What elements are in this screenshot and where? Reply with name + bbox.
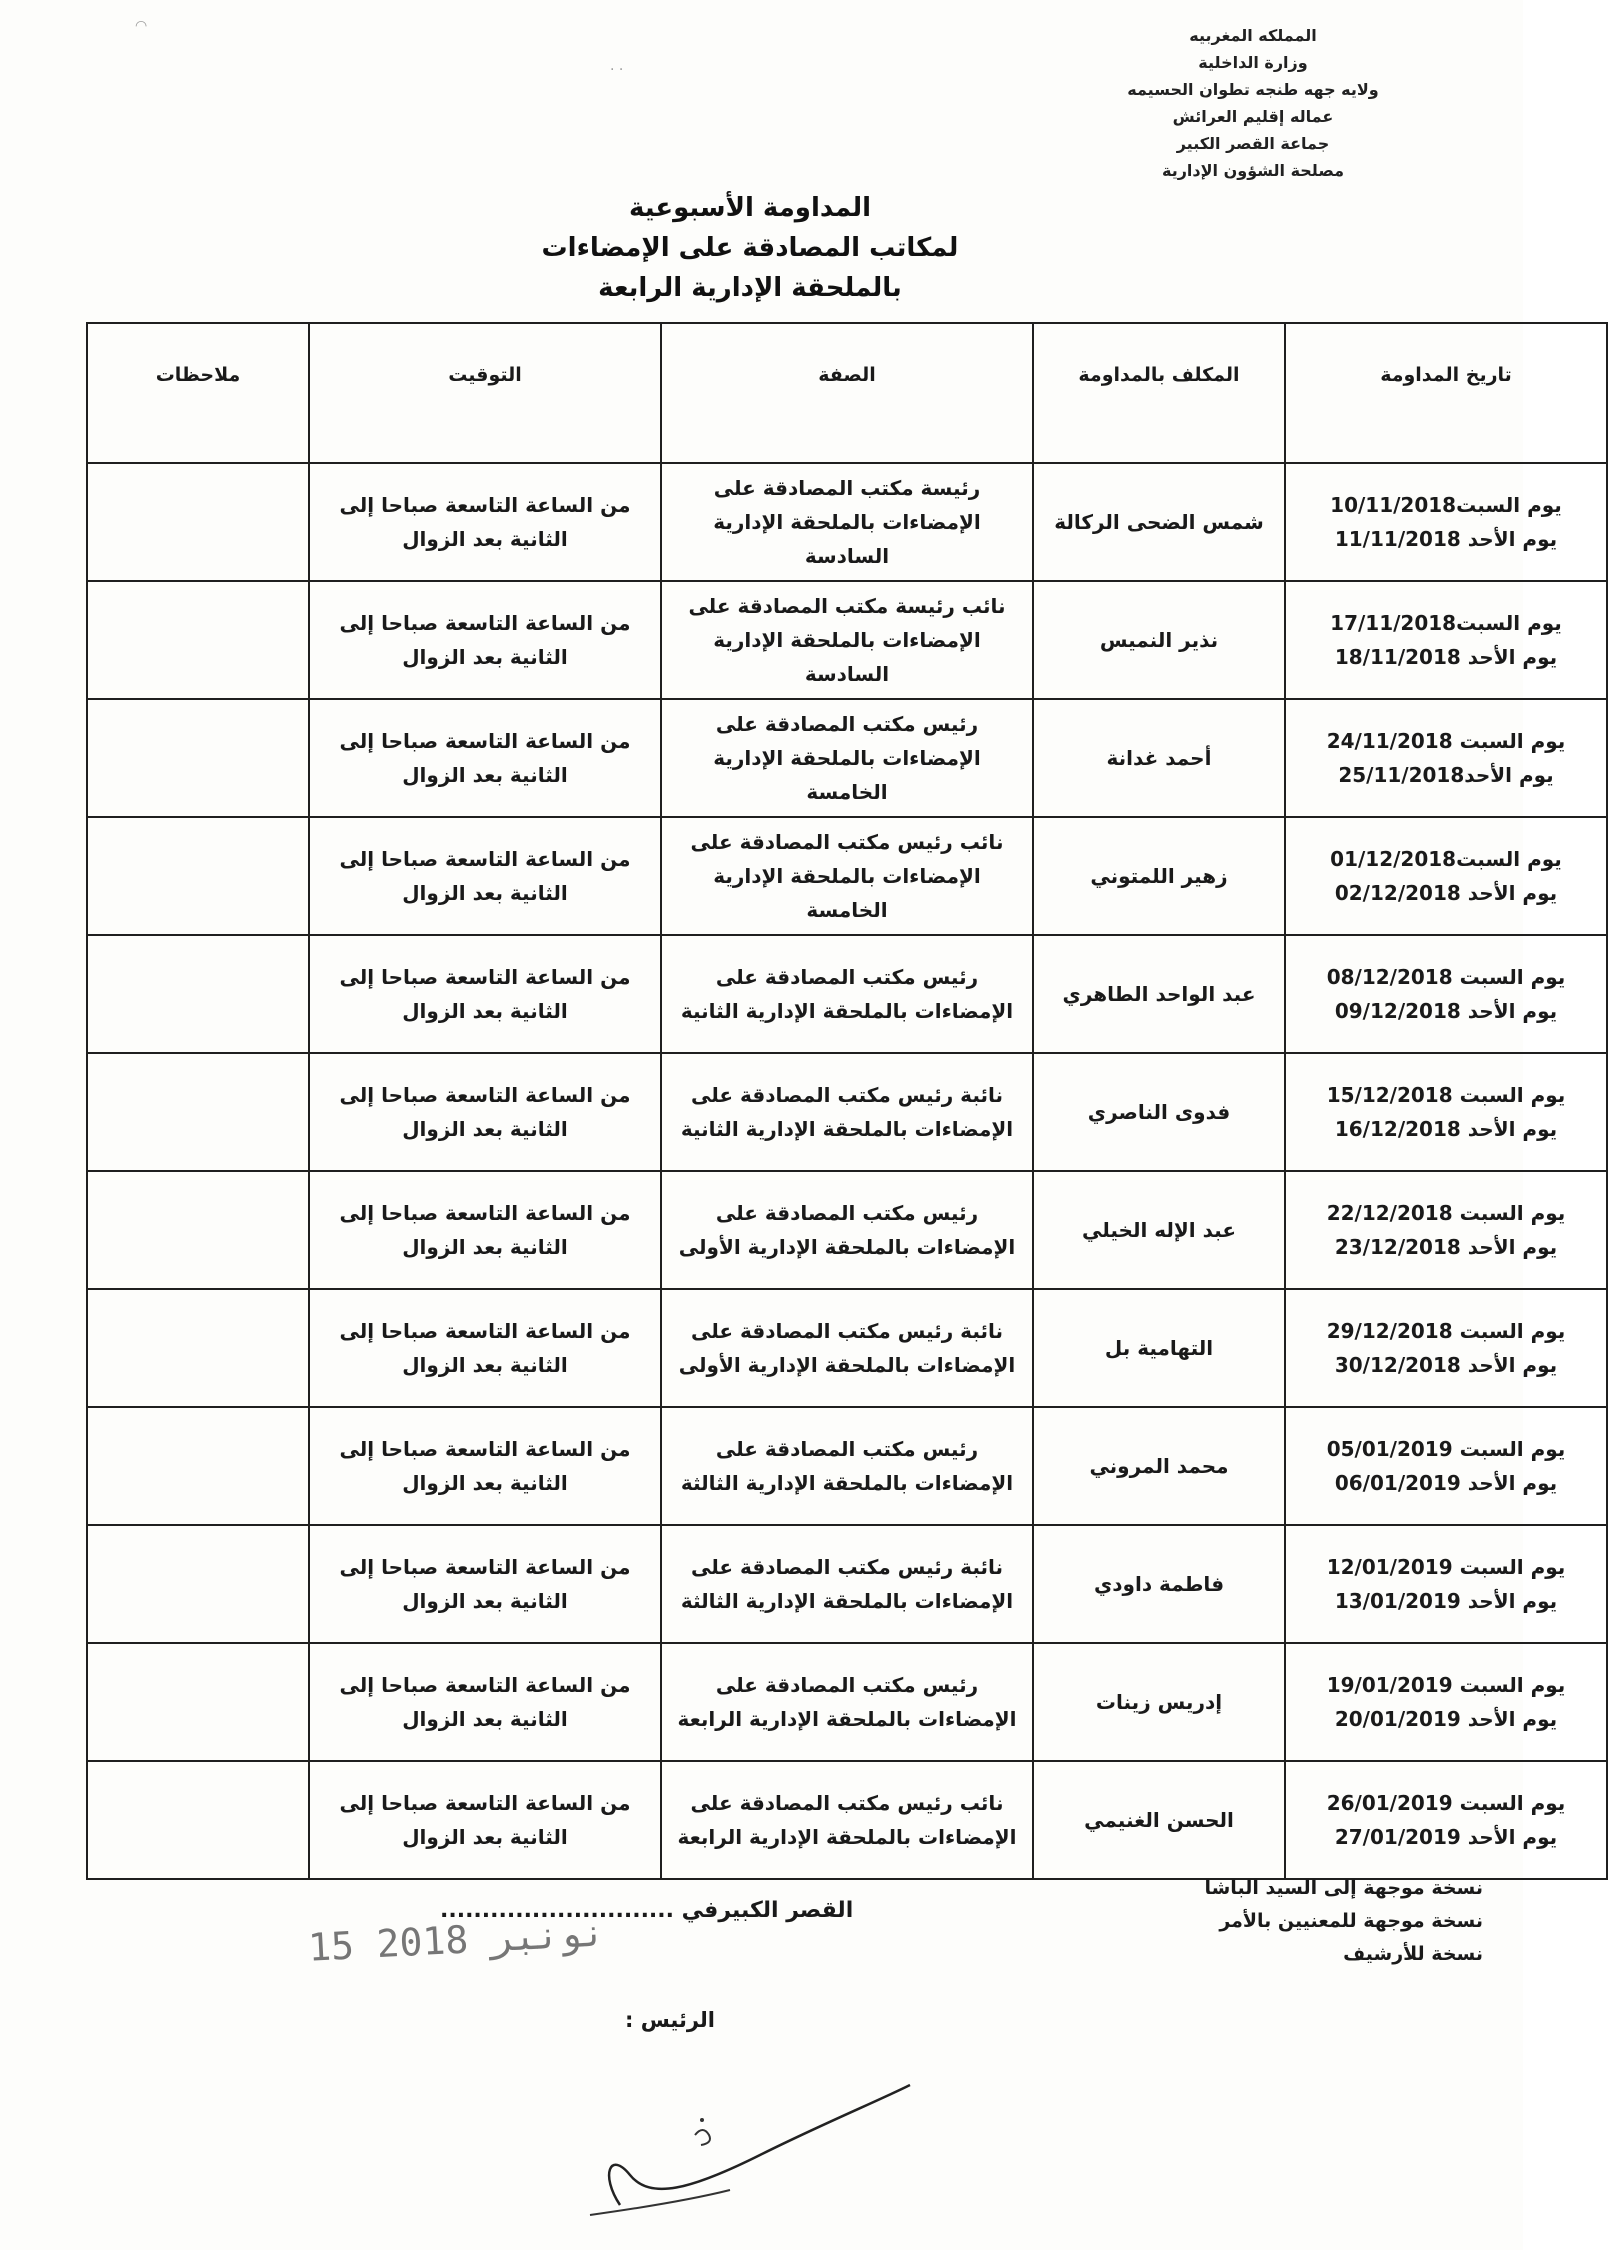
date-sunday: يوم الأحد 13/01/2019 [1334,1589,1558,1613]
cell-time: من الساعة التاسعة صباحا إلى الثانية بعد الزوال [309,1289,661,1407]
cell-date [1285,1053,1607,1171]
date-saturday: يوم السبت 08/12/2018 [1326,965,1566,989]
table-row [87,1407,1607,1525]
table-header-row [87,323,1607,463]
header-role: الصفة [661,323,1033,463]
date-sunday: يوم الأحد 30/12/2018 [1334,1353,1558,1377]
cell-person: فدوى الناصري [1033,1053,1285,1171]
date-sunday: يوم الأحد 23/12/2018 [1334,1235,1558,1259]
cell-time: من الساعة التاسعة صباحا إلى الثانية بعد الزوال [309,1171,661,1289]
cell-person: إدريس زينات [1033,1643,1285,1761]
cell-role: رئيس مكتب المصادقة على الإمضاءات بالملحقة الإدارية الثانية [661,935,1033,1053]
cell-date [1285,1525,1607,1643]
cell-notes [87,463,309,581]
cell-role: رئيس مكتب المصادقة على الإمضاءات بالملحقة الإدارية الخامسة [661,699,1033,817]
cell-role: نائبة رئيس مكتب المصادقة على الإمضاءات بالملحقة الإدارية الثالثة [661,1525,1033,1643]
date-sunday: يوم الأحد 11/11/2018 [1334,527,1558,551]
cell-date [1285,463,1607,581]
copy-line: نسخة للأرشيف [1343,1943,1483,1965]
date-saturday: يوم السبت 22/12/2018 [1326,1201,1566,1225]
date-saturday: يوم السبت 15/12/2018 [1326,1083,1566,1107]
cell-time: من الساعة التاسعة صباحا إلى الثانية بعد الزوال [309,1525,661,1643]
cell-date [1285,581,1607,699]
cell-notes [87,1643,309,1761]
signature-icon [580,2080,920,2220]
table-row [87,1525,1607,1643]
cell-person: أحمد غدانة [1033,699,1285,817]
table-row [87,1761,1607,1879]
cell-time: من الساعة التاسعة صباحا إلى الثانية بعد الزوال [309,817,661,935]
cell-role: رئيسة مكتب المصادقة على الإمضاءات بالملحقة الإدارية السادسة [661,463,1033,581]
cell-person: الحسن الغنيمي [1033,1761,1285,1879]
cell-time: من الساعة التاسعة صباحا إلى الثانية بعد الزوال [309,1053,661,1171]
title-line-2: لمكاتب المصادقة على الإمضاءات [541,233,959,263]
cell-notes [87,699,309,817]
letterhead-line: جماعة القصر الكبير [1176,134,1330,153]
cell-date [1285,1761,1607,1879]
date-saturday: يوم السبت10/11/2018 [1330,493,1562,517]
cell-time: من الساعة التاسعة صباحا إلى الثانية بعد الزوال [309,1407,661,1525]
cell-notes [87,1407,309,1525]
place-date-line: القصر الكبيرفي ............................ [440,1898,854,1923]
header-notes: ملاحظات [87,323,309,463]
date-sunday: يوم الأحد 27/01/2019 [1334,1825,1558,1849]
table-row [87,699,1607,817]
cell-date [1285,817,1607,935]
cell-role: نائبة رئيس مكتب المصادقة على الإمضاءات بالملحقة الإدارية الأولى [661,1289,1033,1407]
header-date: تاريخ المداومة [1285,323,1607,463]
president-label: الرئيس : [625,2008,715,2032]
cell-date [1285,1289,1607,1407]
scan-smudge: ◠ [135,18,148,34]
letterhead-line: مصلحة الشؤون الإدارية [1162,161,1344,180]
cell-time: من الساعة التاسعة صباحا إلى الثانية بعد الزوال [309,1643,661,1761]
cell-date [1285,935,1607,1053]
letterhead-line: المملكه المغربيه [1189,26,1317,45]
cell-role: رئيس مكتب المصادقة على الإمضاءات بالملحقة الإدارية الثالثة [661,1407,1033,1525]
cell-role: رئيس مكتب المصادقة على الإمضاءات بالملحقة الإدارية الأولى [661,1171,1033,1289]
cell-person: التهامية بل [1033,1289,1285,1407]
date-stamp: 15 نونبر 2018 [307,1910,607,1970]
table-row [87,581,1607,699]
title-line-1: المداومة الأسبوعية [628,193,871,223]
letterhead [1053,22,1453,184]
cell-time: من الساعة التاسعة صباحا إلى الثانية بعد الزوال [309,699,661,817]
table-row [87,1643,1607,1761]
header-person: المكلف بالمداومة [1033,323,1285,463]
cell-person: نذير النميس [1033,581,1285,699]
table-body [87,463,1607,1879]
date-saturday: يوم السبت 05/01/2019 [1326,1437,1566,1461]
cell-notes [87,1525,309,1643]
cell-person: محمد المروني [1033,1407,1285,1525]
date-sunday: يوم الأحد 02/12/2018 [1334,881,1558,905]
cell-date [1285,1171,1607,1289]
cell-notes [87,1171,309,1289]
cell-time: من الساعة التاسعة صباحا إلى الثانية بعد الزوال [309,463,661,581]
scan-smudge: · · [610,62,624,78]
cell-time: من الساعة التاسعة صباحا إلى الثانية بعد الزوال [309,935,661,1053]
date-saturday: يوم السبت 26/01/2019 [1326,1791,1566,1815]
copies-list [1204,1872,1483,1971]
table-row [87,935,1607,1053]
table-row [87,817,1607,935]
cell-date [1285,1643,1607,1761]
cell-notes [87,1053,309,1171]
date-sunday: يوم الأحد 18/11/2018 [1334,645,1558,669]
date-saturday: يوم السبت 24/11/2018 [1326,729,1566,753]
schedule-table [86,322,1608,1880]
cell-notes [87,581,309,699]
letterhead-line: وزارة الداخلية [1198,53,1308,72]
table-row [87,1171,1607,1289]
date-saturday: يوم السبت17/11/2018 [1330,611,1562,635]
cell-role: نائب رئيس مكتب المصادقة على الإمضاءات بالملحقة الإدارية الخامسة [661,817,1033,935]
date-sunday: يوم الأحد 20/01/2019 [1334,1707,1558,1731]
cell-person: زهير اللمتوني [1033,817,1285,935]
date-sunday: يوم الأحد 06/01/2019 [1334,1471,1558,1495]
cell-notes [87,1761,309,1879]
letterhead-line: عماله إقليم العرائش [1172,107,1334,126]
cell-person: فاطمة داودي [1033,1525,1285,1643]
cell-person: عبد الإله الخيلي [1033,1171,1285,1289]
date-sunday: يوم الأحد 09/12/2018 [1334,999,1558,1023]
cell-role: نائب رئيس مكتب المصادقة على الإمضاءات بالملحقة الإدارية الرابعة [661,1761,1033,1879]
cell-notes [87,817,309,935]
table-row [87,1053,1607,1171]
table-row [87,1289,1607,1407]
date-saturday: يوم السبت 19/01/2019 [1326,1673,1566,1697]
letterhead-line: ولايه جهه طنجه تطوان الحسيمه [1127,80,1379,99]
cell-person: عبد الواحد الطاهري [1033,935,1285,1053]
date-saturday: يوم السبت01/12/2018 [1330,847,1562,871]
cell-date [1285,1407,1607,1525]
title-line-3: بالملحقة الإدارية الرابعة [598,273,902,303]
table-row [87,463,1607,581]
cell-role: نائبة رئيس مكتب المصادقة على الإمضاءات بالملحقة الإدارية الثانية [661,1053,1033,1171]
cell-role: رئيس مكتب المصادقة على الإمضاءات بالملحقة الإدارية الرابعة [661,1643,1033,1761]
cell-person: شمس الضحى الركالة [1033,463,1285,581]
cell-date [1285,699,1607,817]
document-title [300,188,1200,308]
date-saturday: يوم السبت 29/12/2018 [1326,1319,1566,1343]
copy-line: نسخة موجهة للمعنيين بالأمر [1219,1910,1483,1932]
date-sunday: يوم الأحد 16/12/2018 [1334,1117,1558,1141]
cell-time: من الساعة التاسعة صباحا إلى الثانية بعد الزوال [309,581,661,699]
date-sunday: يوم الأحد25/11/2018 [1338,763,1554,787]
copy-line: نسخة موجهة إلى السيد الباشا [1204,1877,1483,1899]
date-saturday: يوم السبت 12/01/2019 [1326,1555,1566,1579]
header-time: التوقيت [309,323,661,463]
cell-time: من الساعة التاسعة صباحا إلى الثانية بعد الزوال [309,1761,661,1879]
cell-role: نائب رئيسة مكتب المصادقة على الإمضاءات بالملحقة الإدارية السادسة [661,581,1033,699]
cell-notes [87,935,309,1053]
cell-notes [87,1289,309,1407]
